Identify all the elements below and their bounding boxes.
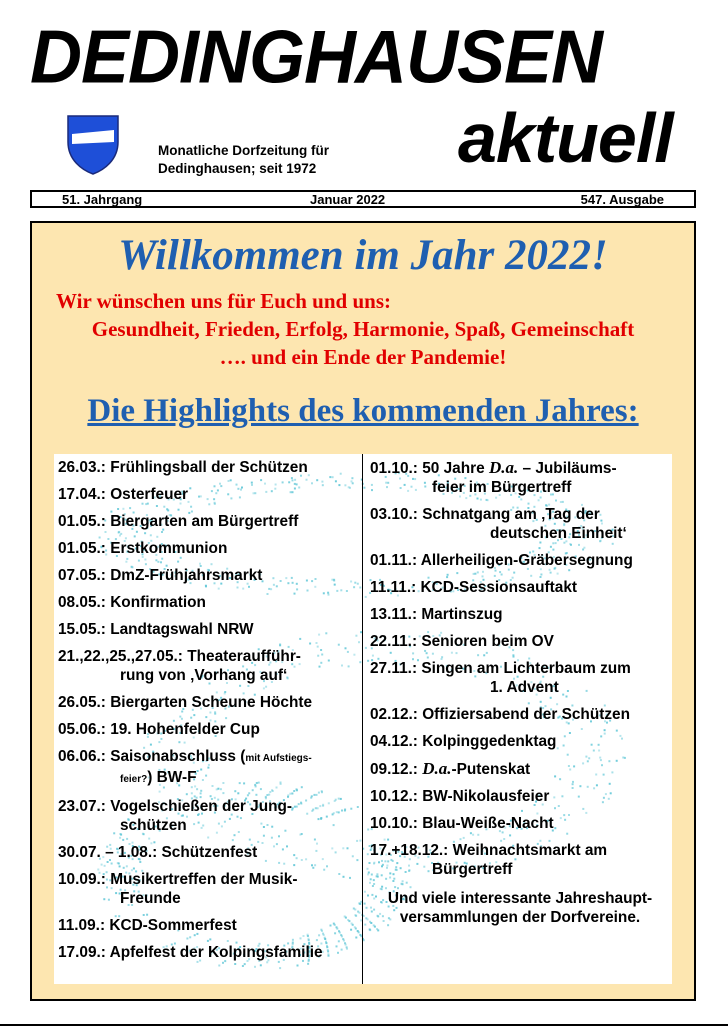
event-item: 10.10.: Blau-Weiße-Nacht — [370, 815, 554, 832]
event-item: 02.12.: Offiziersabend der Schützen — [370, 706, 631, 723]
event-item: 01.05.: Biergarten am Bürgertreff — [58, 513, 299, 530]
event-item: 10.12.: BW-Nikolausfeier — [370, 788, 550, 805]
coat-of-arms-icon — [64, 112, 122, 176]
event-item: 23.07.: Vogelschießen der Jung- schützen — [58, 798, 293, 834]
event-item: 07.05.: DmZ-Frühjahrsmarkt — [58, 567, 263, 584]
event-item: 11.09.: KCD-Sommerfest — [58, 917, 237, 934]
event-item: 26.05.: Biergarten Scheune Höchte — [58, 694, 313, 711]
events-left-column — [58, 458, 358, 970]
masthead — [0, 0, 728, 185]
masthead-title-aktuell: aktuell — [458, 99, 673, 177]
event-item: 13.11.: Martinszug — [370, 606, 503, 623]
event-item: 06.06.: Saisonabschluss (mit Aufstiegs- feier?) BW-F — [58, 748, 312, 786]
event-item: 26.03.: Frühlingsball der Schützen — [58, 459, 308, 476]
column-divider — [362, 454, 363, 984]
event-item: 17.09.: Apfelfest der Kolpingsfamilie — [58, 944, 323, 961]
wishes-line-1: Wir wünschen uns für Euch und uns: — [56, 289, 391, 313]
volume-year: 51. Jahrgang — [62, 192, 143, 207]
event-item: 30.07. – 1.08.: Schützenfest — [58, 844, 258, 861]
issue-number: 547. Ausgabe — [580, 192, 664, 207]
event-item: 01.10.: 50 Jahre D.a. – Jubiläums- feier im Bürgertreff — [370, 458, 617, 496]
event-item: 03.10.: Schnatgang am ‚Tag der deutschen Einheit‘ — [370, 506, 627, 542]
closing-note: Und viele interessante Jahreshaupt- versammlungen der Dorfvereine. — [387, 890, 653, 926]
events-box — [54, 454, 672, 984]
event-item: 08.05.: Konfirmation — [58, 594, 206, 611]
event-item: 04.12.: Kolpinggedenktag — [370, 733, 557, 750]
wishes-line-3: …. und ein Ende der Pandemie! — [219, 345, 507, 369]
events-right-column — [370, 458, 670, 927]
event-item: 05.06.: 19. Hohenfelder Cup — [58, 721, 260, 738]
event-item: 21.,22.,25.,27.05.: Theateraufführ- rung von ‚Vorhang auf‘ — [58, 648, 301, 684]
wishes-line-2: Gesundheit, Frieden, Erfolg, Harmonie, Spaß, Gemeinschaft — [91, 317, 635, 341]
event-item: 09.12.: D.a.-Putenskat — [370, 759, 531, 778]
main-panel — [30, 221, 696, 1001]
issue-info-bar — [30, 190, 696, 208]
welcome-heading: Willkommen im Jahr 2022! — [118, 232, 608, 279]
masthead-title: DEDINGHAUSEN — [30, 15, 603, 100]
event-item: 01.05.: Erstkommunion — [58, 540, 228, 557]
event-item: 11.11.: KCD-Sessionsauftakt — [370, 579, 577, 596]
bottom-rule — [0, 1024, 728, 1026]
highlights-heading: Die Highlights des kommenden Jahres: — [87, 393, 639, 429]
event-item: 17.+18.12.: Weihnachtsmarkt am Bürgertreff — [370, 842, 608, 878]
event-item: 01.11.: Allerheiligen-Gräbersegnung — [370, 552, 633, 569]
event-item: 27.11.: Singen am Lichterbaum zum 1. Advent — [370, 660, 631, 696]
event-item: 15.05.: Landtagswahl NRW — [58, 621, 254, 638]
masthead-subtitle: Monatliche Dorfzeitung für Dedinghausen; seit 1972 — [158, 143, 329, 176]
event-item: 22.11.: Senioren beim OV — [370, 633, 554, 650]
event-item: 10.09.: Musikertreffen der Musik- Freunde — [58, 871, 298, 907]
event-item: 17.04.: Osterfeuer — [58, 486, 189, 503]
issue-date: Januar 2022 — [310, 192, 386, 207]
